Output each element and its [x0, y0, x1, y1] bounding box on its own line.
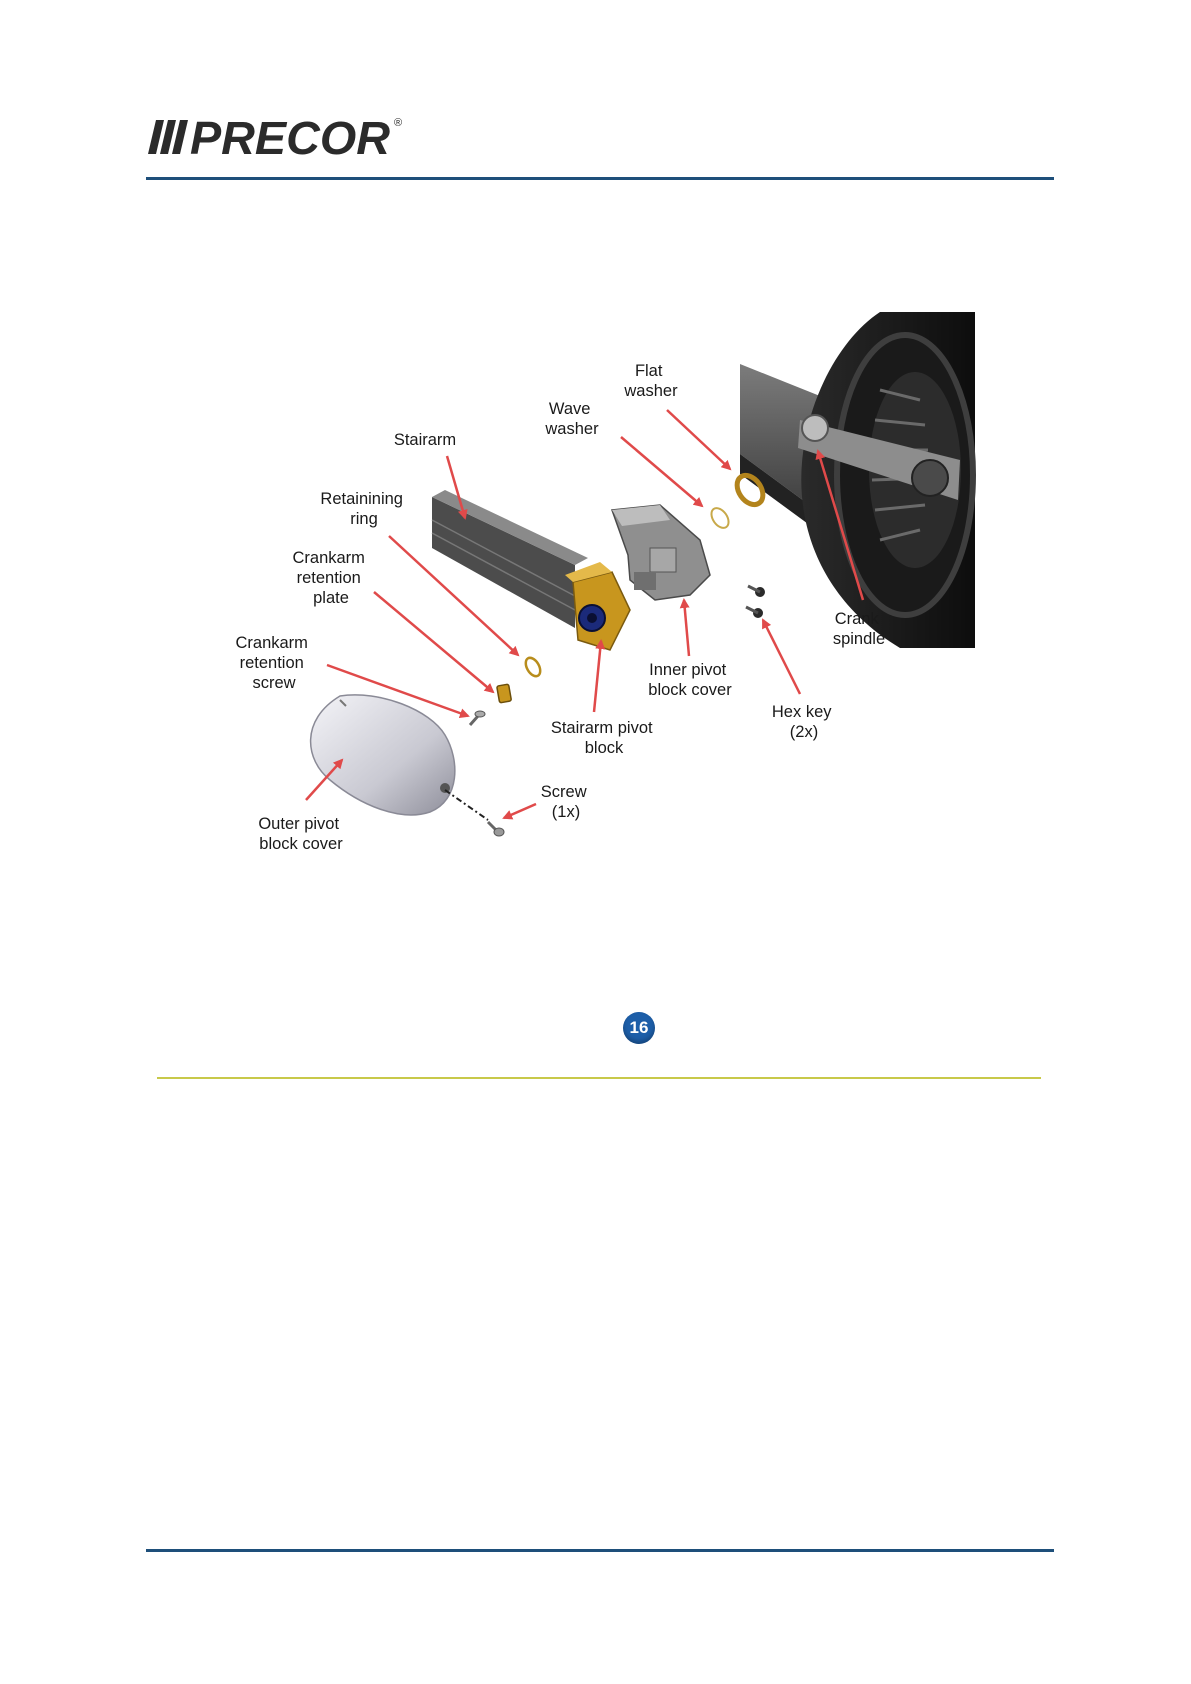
- label-crankarm-retention-plate: Crankarm retention plate: [292, 549, 365, 607]
- label-stairarm-pivot-block: Stairarm pivot block: [550, 719, 653, 757]
- label-outer-pivot-block-cover: Outer pivot block cover: [258, 815, 343, 853]
- stairarm-pivot-block: [565, 562, 630, 650]
- footer-rule: [146, 1549, 1054, 1552]
- inner-pivot-block-cover: [612, 505, 710, 600]
- cover-screw: [488, 822, 504, 836]
- stairarm-tube: [432, 490, 588, 628]
- retaining-ring: [523, 655, 543, 678]
- label-hex-key: Hex key (2x): [771, 703, 832, 741]
- label-crankarm-retention-screw: Crankarm retention screw: [235, 634, 308, 692]
- step-number-badge: 16: [623, 1012, 655, 1044]
- registered-mark: ®: [394, 117, 403, 129]
- crankarm-retention-screw: [470, 711, 485, 725]
- label-crank-spindle: Crank spindle: [832, 610, 886, 648]
- outer-pivot-block-cover: [311, 695, 455, 815]
- section-divider: [157, 1077, 1041, 1079]
- label-stairarm: Stairarm: [393, 431, 457, 449]
- label-flat-washer: Flat washer: [624, 362, 678, 400]
- machine-housing: [740, 312, 975, 648]
- crankarm-retention-plate: [497, 684, 512, 703]
- label-wave-washer: Wave washer: [545, 400, 599, 438]
- hex-keys: [746, 586, 765, 618]
- wave-washer: [708, 505, 732, 531]
- label-screw: Screw (1x): [540, 783, 587, 821]
- brand-wordmark: PRECOR: [190, 112, 390, 162]
- label-inner-pivot-block-cover: Inner pivot block cover: [648, 661, 732, 699]
- label-retaining-ring: Retainining ring: [320, 490, 403, 528]
